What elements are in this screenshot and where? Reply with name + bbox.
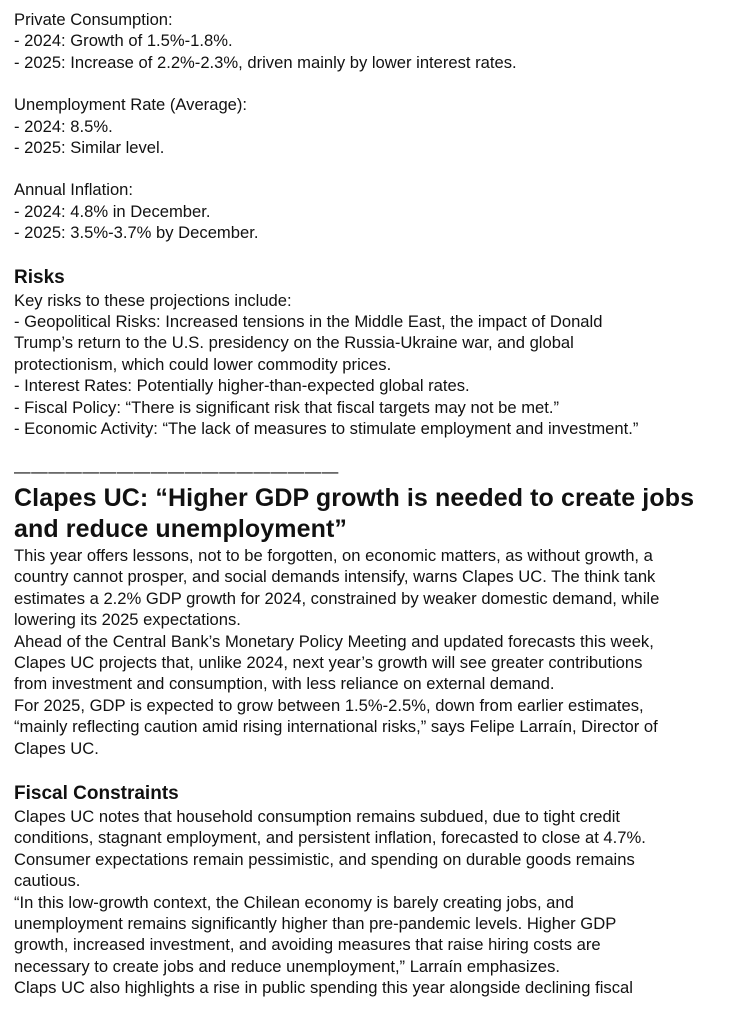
text-line: “In this low-growth context, the Chilean economy is barely creating jobs, and — [14, 892, 574, 912]
risks-heading: Risks — [14, 266, 65, 288]
text-line: country cannot prosper, and social demands intensify, warns Clapes UC. The think tank — [14, 567, 656, 587]
text-line: - Geopolitical Risks: Increased tensions in the Middle East, the impact of Donald — [14, 312, 603, 332]
fiscal-paragraph — [14, 892, 744, 978]
inflation-block — [14, 179, 744, 243]
text-line: - Interest Rates: Potentially higher-than-expected global rates. — [14, 376, 470, 396]
text-line: lowering its 2025 expectations. — [14, 610, 241, 630]
text-line: “mainly reflecting caution amid rising international risks,” says Felipe Larraín, Director of — [14, 717, 658, 737]
list-item: - 2025: Similar level. — [14, 138, 165, 158]
fiscal-paragraph — [14, 806, 744, 892]
text-line: from investment and consumption, with less reliance on external demand. — [14, 674, 555, 694]
article-paragraph — [14, 695, 744, 759]
text-line: necessary to create jobs and reduce unemployment,” Larraín emphasizes. — [14, 956, 561, 976]
article-title-line: and reduce unemployment” — [14, 514, 348, 543]
list-item: - 2024: Growth of 1.5%-1.8%. — [14, 31, 233, 51]
text-line: - Fiscal Policy: “There is significant risk that fiscal targets may not be met.” — [14, 397, 560, 417]
private-consumption-heading: Private Consumption: — [14, 10, 173, 29]
text-line: Clapes UC. — [14, 738, 99, 758]
article-title-line: Clapes UC: “Higher GDP growth is needed to create jobs — [14, 483, 695, 512]
text-line: - Economic Activity: “The lack of measures to stimulate employment and investment.” — [14, 419, 639, 439]
list-item: - 2025: Increase of 2.2%-2.3%, driven mainly by lower interest rates. — [14, 52, 517, 72]
private-consumption-block — [14, 9, 744, 73]
document-body — [14, 9, 744, 999]
text-line: Ahead of the Central Bank’s Monetary Policy Meeting and updated forecasts this week, — [14, 631, 654, 651]
article-paragraph — [14, 631, 744, 695]
text-line: estimates a 2.2% GDP growth for 2024, constrained by weaker domestic demand, while — [14, 588, 660, 608]
text-line: This year offers lessons, not to be forgotten, on economic matters, as without growth, a — [14, 545, 653, 565]
text-line: cautious. — [14, 871, 81, 891]
text-line: For 2025, GDP is expected to grow between 1.5%-2.5%, down from earlier estimates, — [14, 695, 644, 715]
text-line: Clapes UC notes that household consumption remains subdued, due to tight credit — [14, 806, 621, 826]
unemployment-block — [14, 94, 744, 158]
text-line: Clapes UC projects that, unlike 2024, next year’s growth will see greater contributions — [14, 652, 643, 672]
text-line: unemployment remains significantly higher than pre-pandemic levels. Higher GDP — [14, 914, 617, 933]
list-item: - 2025: 3.5%-3.7% by December. — [14, 223, 259, 243]
fiscal-paragraph — [14, 977, 744, 998]
text-line: conditions, stagnant employment, and persistent inflation, forecasted to close at 4.7%. — [14, 828, 646, 848]
section-divider: ——————————————————— — [14, 461, 339, 481]
risks-text — [14, 290, 744, 440]
unemployment-heading: Unemployment Rate (Average): — [14, 95, 248, 115]
text-line: Key risks to these projections include: — [14, 290, 292, 310]
text-line: Consumer expectations remain pessimistic, and spending on durable goods remains — [14, 849, 635, 869]
article-paragraph — [14, 545, 744, 631]
text-line: Claps UC also highlights a rise in public spending this year alongside declining fiscal — [14, 978, 633, 998]
fiscal-constraints-heading: Fiscal Constraints — [14, 782, 179, 804]
article-title — [14, 483, 744, 545]
list-item: - 2024: 8.5%. — [14, 116, 113, 136]
text-line: protectionism, which could lower commodity prices. — [14, 354, 392, 374]
inflation-heading: Annual Inflation: — [14, 180, 134, 200]
text-line: Trump’s return to the U.S. presidency on the Russia-Ukraine war, and global — [14, 333, 574, 353]
text-line: growth, increased investment, and avoiding measures that raise hiring costs are — [14, 935, 601, 955]
list-item: - 2024: 4.8% in December. — [14, 201, 211, 221]
